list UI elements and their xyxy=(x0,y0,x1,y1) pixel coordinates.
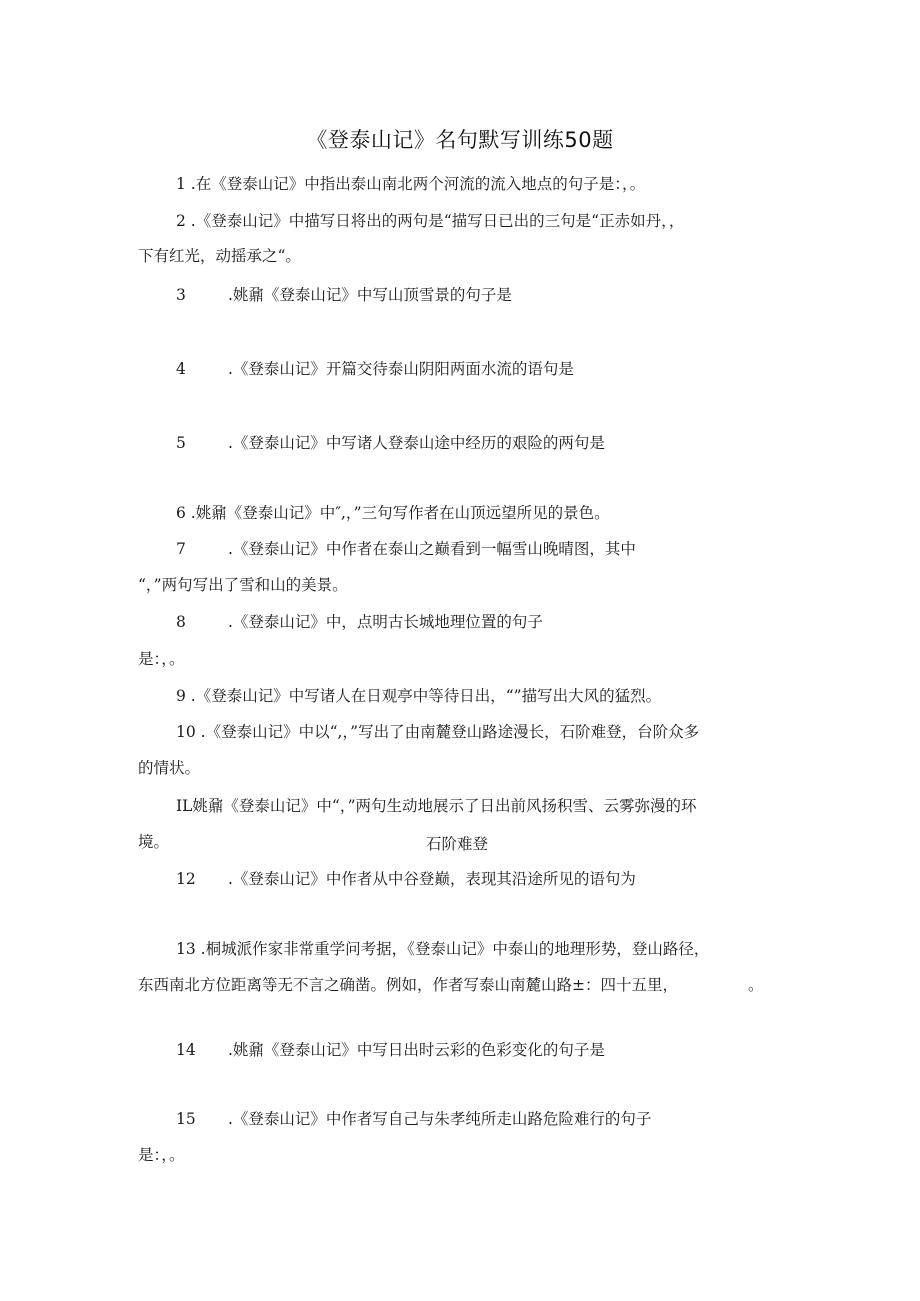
question-13-line-2: 东西南北方位距离等无不言之确凿。例如，作者写泰山南麓山路±：四十五里， xyxy=(138,976,678,994)
question-14-number: 14 xyxy=(176,1041,196,1059)
question-7-line-1: .《登泰山记》中作者在泰山之巅看到一幅雪山晚晴图，其中 xyxy=(228,540,636,558)
question-4-line-1: .《登泰山记》开篇交待泰山阴阳两面水流的语句是 xyxy=(228,360,574,378)
stray-annotation: 石阶难登 xyxy=(426,835,489,853)
question-4-number: 4 xyxy=(176,360,186,378)
question-10-line-1: 10 .《登泰山记》中以“,，”写出了由南麓登山路途漫长，石阶难登，台阶众多 xyxy=(176,723,700,741)
question-15-line-2: 是：，。 xyxy=(138,1146,185,1164)
question-12-line-1: .《登泰山记》中作者从中谷登巅，表现其沿途所见的语句为 xyxy=(228,870,636,888)
question-7-line-2: “，”两句写出了雪和山的美景。 xyxy=(138,576,348,594)
question-8-line-2: 是：，。 xyxy=(138,650,185,668)
question-10-line-2: 的情状。 xyxy=(138,759,201,777)
question-8-number: 8 xyxy=(176,613,186,631)
question-3-number: 3 xyxy=(176,286,186,304)
question-3-line-1: .姚鼐《登泰山记》中写山顶雪景的句子是 xyxy=(228,286,512,304)
question-11-line-2: 境。 xyxy=(138,833,170,851)
question-7-number: 7 xyxy=(176,540,186,558)
question-15-number: 15 xyxy=(176,1110,196,1128)
question-14-line-1: .姚鼐《登泰山记》中写日出时云彩的色彩变化的句子是 xyxy=(228,1041,605,1059)
question-2-line-2: 下有红光，动摇承之“。 xyxy=(138,247,301,265)
question-5-number: 5 xyxy=(176,434,186,452)
question-5-line-1: .《登泰山记》中写诸人登泰山途中经历的艰险的两句是 xyxy=(228,434,605,452)
question-12-number: 12 xyxy=(176,870,196,888)
question-2-line-1: 2 .《登泰山记》中描写日将出的两句是“描写日已出的三句是“正赤如丹，， xyxy=(176,212,685,230)
question-9-line-1: 9 .《登泰山记》中写诸人在日观亭中等待日出，“”描写出大风的猛烈。 xyxy=(176,687,662,705)
question-6-line-1: 6 .姚鼐《登泰山记》中″,，”三句写作者在山顶远望所见的景色。 xyxy=(176,504,610,522)
document-title: 《登泰山记》名句默写训练50题 xyxy=(306,128,614,152)
question-13-line-3: 。 xyxy=(748,976,764,994)
question-13-line-1: 13 .桐城派作家非常重学问考据，《登泰山记》中泰山的地理形势，登山路径， xyxy=(176,940,710,958)
question-8-line-1: .《登泰山记》中，点明古长城地理位置的句子 xyxy=(228,613,543,631)
question-1-line-1: 1 .在《登泰山记》中指出泰山南北两个河流的流入地点的句子是：，。 xyxy=(176,175,646,193)
question-15-line-1: .《登泰山记》中作者写自己与朱孝纯所走山路危险难行的句子 xyxy=(228,1110,652,1128)
question-11-line-1: IL姚鼐《登泰山记》中“，”两句生动地展示了日出前风扬积雪、云雾弥漫的环 xyxy=(176,797,697,815)
